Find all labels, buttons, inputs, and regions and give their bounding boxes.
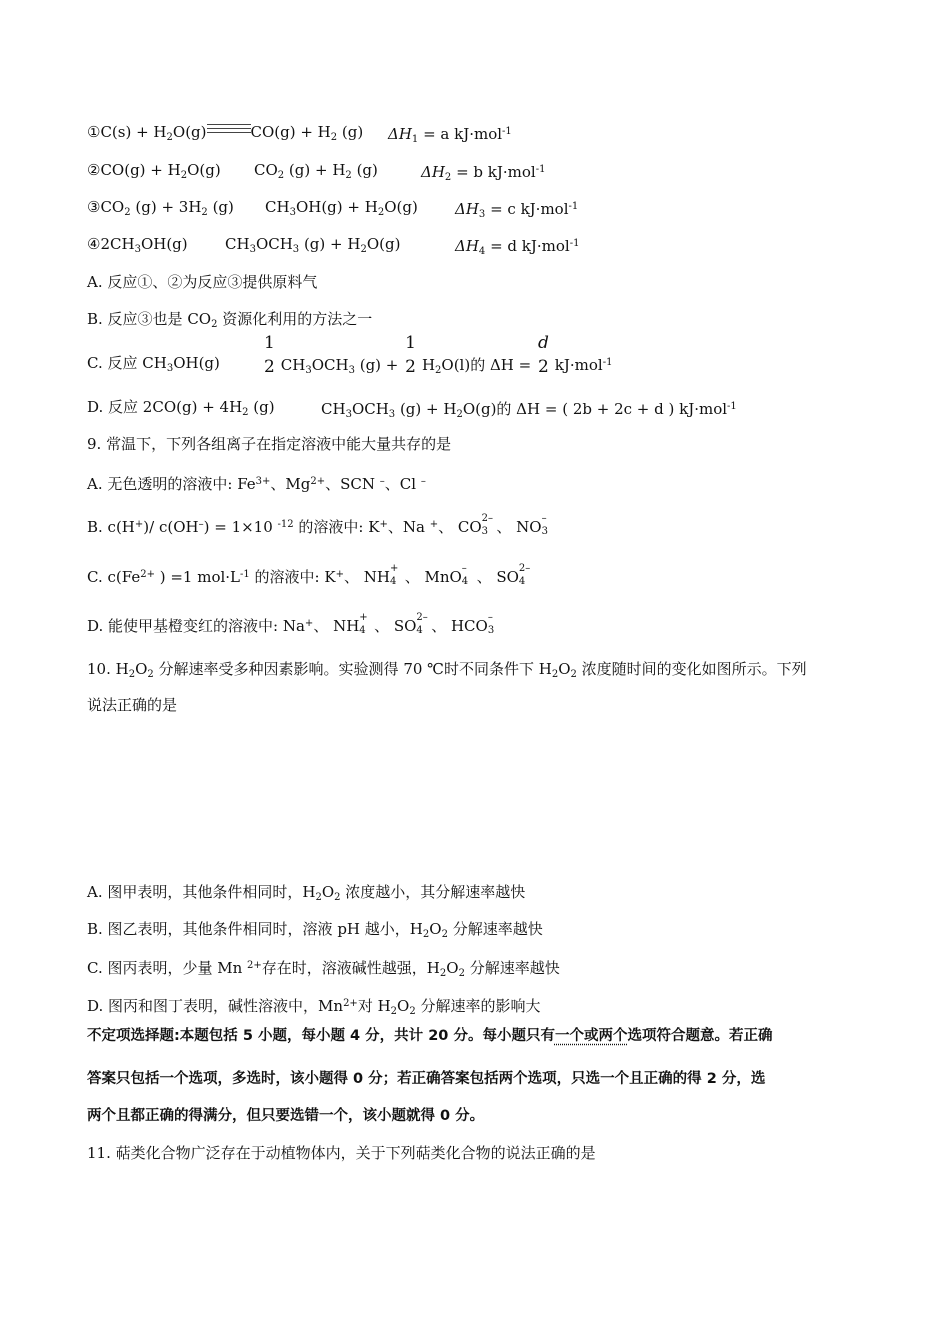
section-instructions-line-1: 不定项选择题:本题包括 5 小题，每小题 4 分，共计 20 分。每小题只有一个或两个选项符合题意。若正确: [87, 1028, 773, 1044]
q8-option-a: A. 反应①、②为反应③提供原料气: [87, 273, 318, 291]
ion-charge-stack: – 4: [461, 563, 469, 587]
equation-2-products: $CO_2$ $(g) + H_2$ (g): [254, 161, 378, 181]
ion-charge-stack: 2– 4: [416, 612, 428, 636]
q9-stem: 9. 常温下，下列各组离子在指定溶液中能大量共存的是: [87, 435, 452, 453]
ion-charge-stack: + 4: [389, 563, 399, 587]
ion-charge-stack: 2– 3: [481, 513, 493, 537]
equation-1-enthalpy: $\Delta H_1 = a$ kJ·mol$^{-1}$: [388, 125, 512, 145]
q9-option-a: A. 无色透明的溶液中: $Fe^{3+}$、$Mg^{2+}$、SCN –、Cl –: [87, 475, 426, 493]
equation-4-products: $CH_3OCH_3$ $(g) + H_2O(g)$: [225, 235, 401, 255]
q10-option-d: D. 图丙和图丁表明，碱性溶液中，$Mn^{2+}$对 $H_2O_2$ 分解速率的影响大: [87, 997, 541, 1017]
equation-3: $③CO_2$ $(g) + 3H_2$ (g): [87, 198, 234, 218]
section-instructions-line-2: 答案只包括一个选项，多选时，该小题得 0 分；若正确答案包括两个选项，只选一个且正确的得 2 分，选: [87, 1071, 766, 1087]
equation-4: $④2CH_3OH(g)$: [87, 235, 188, 255]
q10-stem: 10. $H_2O_2$ 分解速率受多种因素影响。实验测得 70 ℃时不同条件下 $H_2O_2$ 浓度随时间的变化如图所示。下列: [87, 660, 807, 680]
ion-charge-stack: – 3: [541, 513, 548, 537]
ion-charge-stack: + 4: [359, 612, 368, 636]
q8-option-d-products: $CH_3OCH_3$ $(g) + H_2O(g)$的 ΔH = ( 2b + 2c + d ) kJ·mol$^{-1}$: [321, 400, 737, 420]
fraction-half-2: 1 2: [405, 333, 416, 377]
ion-charge-stack: – 3: [487, 612, 495, 636]
equation-3-products: $CH_3OH(g) + H_2O(g)$: [265, 198, 418, 218]
q9-option-b: B. c(H+)/ c(OH–) = 1×10 $^{-12}$ 的溶液中: K+、Na +、 CO 2– 3 、 NO – 3: [87, 515, 552, 537]
section-instructions-line-3: 两个且都正确的得满分，但只要选错一个，该小题就得 0 分。: [87, 1108, 485, 1124]
equilibrium-sign-icon: [207, 123, 251, 137]
fraction-d-over-2: d 2: [538, 333, 549, 377]
q8-option-c: C. 反应 $CH_3OH(g)$: [87, 354, 220, 374]
equation-4-enthalpy: $\Delta H_4 = d$ kJ·mol$^{-1}$: [455, 237, 580, 257]
q11-stem: 11. 萜类化合物广泛存在于动植物体内，关于下列萜类化合物的说法正确的是: [87, 1144, 596, 1162]
q10-option-b: B. 图乙表明，其他条件相同时，溶液 pH 越小，$H_2O_2$ 分解速率越快: [87, 920, 543, 940]
equation-3-enthalpy: $\Delta H_3 = c$ kJ·mol$^{-1}$: [455, 200, 579, 220]
q9-option-c: C. $c(Fe^{2+}$ ) =1 $mol\cdot L^{-1}$ 的溶液中: K+、 NH + 4 、 MnO – 4 、 SO 2– 4: [87, 563, 531, 587]
q10-option-c: C. 图丙表明，少量 Mn $^{2+}$存在时，溶液碱性越强，$H_2O_2$ 分解速率越快: [87, 959, 560, 979]
q8-option-b: B. 反应③也是 $CO_2$ 资源化利用的方法之一: [87, 310, 373, 330]
q8-option-c-formula: 1 2 $CH_3OCH_3$ (g) + 1 2 $H_2O(l)$的 ΔH = d 2 kJ·mol$^{-1}$: [264, 333, 613, 377]
q10-stem-cont: 说法正确的是: [87, 696, 178, 714]
equation-2-enthalpy: $\Delta H_2 = b$ kJ·mol$^{-1}$: [421, 163, 546, 183]
fraction-half-1: 1 2: [264, 333, 275, 377]
q9-option-d: D. 能使甲基橙变红的溶液中: Na+、 NH + 4 、 SO 2– 4 、 HCO – 3: [87, 614, 498, 636]
ion-charge-stack: 2– 4: [518, 563, 531, 587]
equation-2: ②CO(g) + $H_2O(g)$: [87, 161, 221, 181]
equation-1: ①C(s) + $H_2O(g)$ $CO(g) + H_2$ (g): [87, 123, 364, 143]
q10-option-a: A. 图甲表明，其他条件相同时，$H_2O_2$ 浓度越小，其分解速率越快: [87, 883, 526, 903]
q8-option-d: D. 反应 $2CO(g) + 4H_2$ (g): [87, 398, 275, 418]
